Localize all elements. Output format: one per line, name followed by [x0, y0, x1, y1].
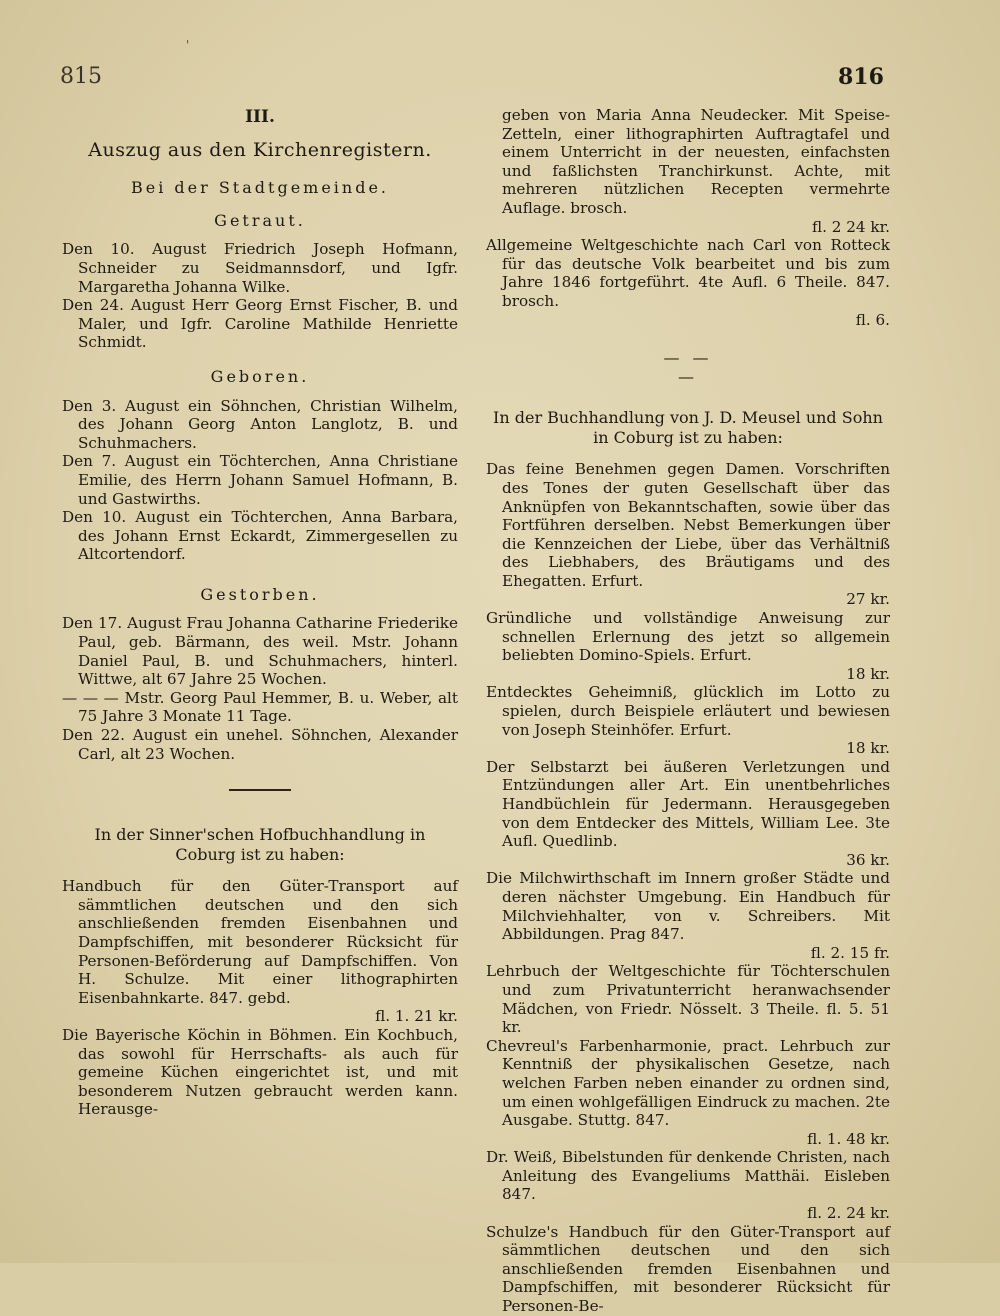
- ad-entry: Chevreul's Farbenharmonie, pract. Lehrbuch zur Kenntniß der physikalischen Gesetze, nach welchen Farben neben einander zu ordnen sind, um einen wohlgefälligen Eindruck zu machen. 2te Ausgabe. Stuttg. 847.: [486, 1036, 890, 1130]
- died-entry: — — — Mstr. Georg Paul Hemmer, B. u. Weber, alt 75 Jahre 3 Monate 11 Tage.: [62, 688, 458, 726]
- died-heading: Gestorben.: [200, 584, 320, 604]
- page-number-right: 816: [838, 64, 884, 90]
- section-subtitle: Bei der Stadtgemeinde.: [130, 178, 390, 198]
- ad-price: fl. 6.: [855, 310, 890, 329]
- right-column: [486, 106, 890, 1316]
- ad-entry: Schulze's Handbuch für den Güter-Transport auf sämmtlichen deutschen und den sich anschließenden fremden Eisenbahnen und Dampfschiffen, mit besonderer Rücksicht für Personen-Be-: [486, 1222, 890, 1316]
- ad-price: fl. 2. 15 fr.: [810, 943, 890, 962]
- ad-entry: Die Bayerische Köchin in Böhmen. Ein Kochbuch, das sowohl für Herrschafts- als auch für gemeine Küchen eingerichtet ist, und mit besonderem Nutzen gebraucht werden kann. Herausge-: [62, 1025, 458, 1119]
- separator-dashes: — — —: [663, 348, 713, 386]
- bookshop-notice: In der Buchhandlung von J. D. Meusel und Sohn in Coburg ist zu haben:: [493, 408, 883, 448]
- section-title: Auszug aus den Kirchenregistern.: [88, 138, 432, 161]
- born-heading: Geboren.: [210, 366, 310, 386]
- page-number-left: 815: [60, 64, 102, 89]
- ad-continuation: geben von Maria Anna Neudecker. Mit Speise-Zetteln, einer lithographirten Auftragtafel und einem Unterricht in der neuesten, einfachsten und faßlichsten Tranchirkunst. Achte, mit mehreren nützlichen Recepten vermehrte Auflage. brosch.: [502, 106, 890, 217]
- ad-price: fl. 2 24 kr.: [811, 217, 890, 236]
- born-entry: Den 10. August ein Töchterchen, Anna Barbara, des Johann Ernst Eckardt, Zimmergesellen zu Altcortendorf.: [62, 508, 458, 564]
- ad-entry: Allgemeine Weltgeschichte nach Carl von Rotteck für das deutsche Volk bearbeitet und bis zum Jahre 1846 fortgeführt. 4te Aufl. 6 Theile. 847. brosch.: [486, 236, 890, 310]
- died-entry: Den 22. August ein unehel. Söhnchen, Alexander Carl, alt 23 Wochen.: [62, 726, 458, 763]
- section-numeral: III.: [245, 107, 275, 127]
- died-entry: Den 17. August Frau Johanna Catharine Friederike Paul, geb. Bärmann, des weil. Mstr. Johann Daniel Paul, B. und Schuhmachers, hinterl. Wittwe, alt 67 Jahre 25 Wochen.: [62, 614, 458, 689]
- left-column: [62, 108, 458, 1119]
- ad-entry: Lehrbuch der Weltgeschichte für Töchterschulen und zum Privatunterricht heranwachsender Mädchen, von Friedr. Nösselt. 3 Theile. fl. 5. 51 kr.: [486, 962, 890, 1037]
- born-entry: Den 3. August ein Söhnchen, Christian Wilhelm, des Johann Georg Anton Langlotz, B. und Schuhmachers.: [62, 396, 458, 452]
- separator-rule: [229, 789, 291, 791]
- ad-entry: Gründliche und vollständige Anweisung zur schnellen Erlernung des jetzt so allgemein beliebten Domino-Spiels. Erfurt.: [486, 609, 890, 665]
- ad-price: 18 kr.: [846, 664, 890, 683]
- ad-price: fl. 2. 24 kr.: [807, 1204, 890, 1223]
- bookshop-notice: In der Sinner'schen Hofbuchhandlung in Coburg ist zu haben:: [94, 825, 426, 865]
- ad-entry: Der Selbstarzt bei äußeren Verletzungen und Entzündungen aller Art. Ein unentbehrliches Handbüchlein für Jedermann. Herausgegeben von dem Entdecker des Mittels, William Lee. 3te Aufl. Quedlinb.: [486, 757, 890, 851]
- married-entry: Den 10. August Friedrich Joseph Hofmann, Schneider zu Seidmannsdorf, und Igfr. Margaretha Johanna Wilke.: [62, 240, 458, 296]
- married-entry: Den 24. August Herr Georg Ernst Fischer, B. und Maler, und Igfr. Caroline Mathilde Henriette Schmidt.: [62, 296, 458, 352]
- ad-entry: Die Milchwirthschaft im Innern großer Städte und deren nächster Umgebung. Ein Handbuch für Milchviehhalter, von v. Schreibers. Mit Abbildungen. Prag 847.: [486, 869, 890, 944]
- married-heading: Getraut.: [214, 210, 306, 230]
- ad-entry: Das feine Benehmen gegen Damen. Vorschriften des Tones der guten Gesellschaft über das Anknüpfen von Bekanntschaften, sowie über das Fortführen derselben. Nebst Bemerkungen über die Kennzeichen der Liebe, über das Verhältniß des Liebhabers, des Bräutigams und des Ehegatten. Erfurt.: [486, 460, 890, 590]
- ad-entry: Dr. Weiß, Bibelstunden für denkende Christen, nach Anleitung des Evangeliums Matthäi. Eisleben 847.: [486, 1148, 890, 1204]
- ad-entry: Handbuch für den Güter-Transport auf sämmtlichen deutschen und den sich anschließenden fremden Eisenbahnen und Dampfschiffen, mit besonderer Rücksicht für Personen-Beförderung auf Dampfschiffen. Von H. Schulze. Mit einer lithographirten Eisenbahnkarte. 847. gebd.: [62, 877, 458, 1007]
- ad-price: fl. 1. 48 kr.: [807, 1129, 890, 1148]
- ad-price: fl. 1. 21 kr.: [375, 1007, 458, 1026]
- ad-price: 27 kr.: [846, 590, 890, 609]
- ad-price: 36 kr.: [846, 850, 890, 869]
- ad-entry: Entdecktes Geheimniß, glücklich im Lotto zu spielen, durch Beispiele erläutert und bewiesen von Joseph Steinhöfer. Erfurt.: [486, 683, 890, 739]
- page-mark: ': [186, 38, 190, 52]
- born-entry: Den 7. August ein Töchterchen, Anna Christiane Emilie, des Herrn Johann Samuel Hofmann, B. und Gastwirths.: [62, 452, 458, 508]
- ad-price: 18 kr.: [846, 739, 890, 758]
